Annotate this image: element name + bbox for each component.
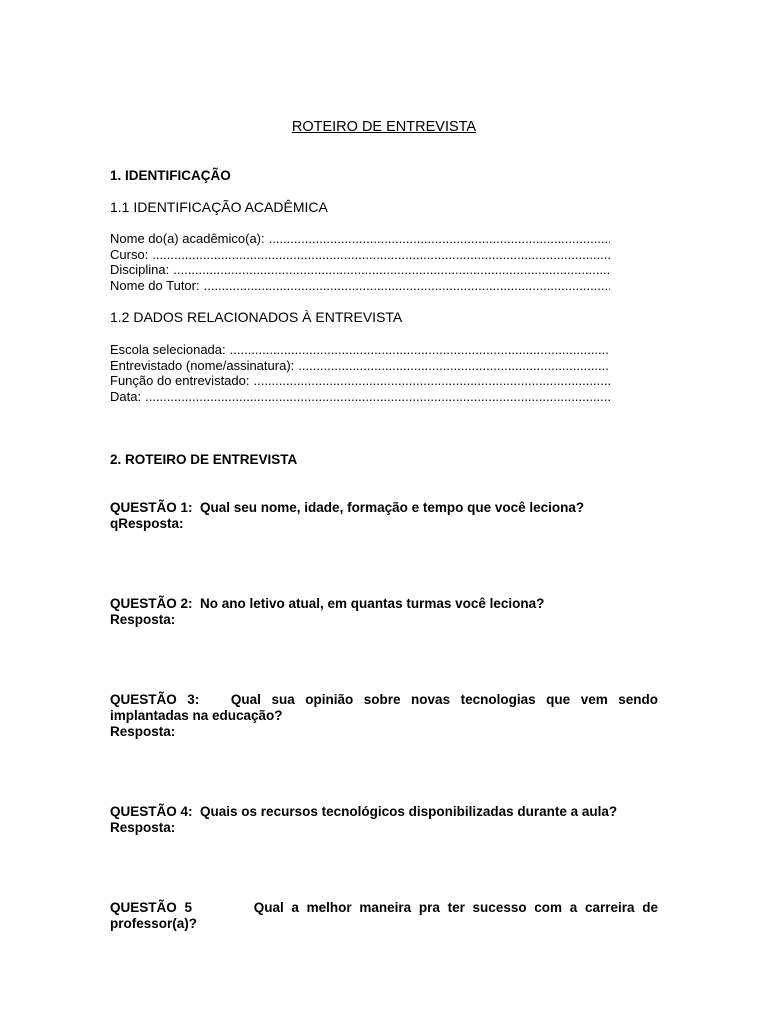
field-row-date — [110, 389, 610, 405]
field-row-course — [110, 247, 610, 263]
question-body: Qual sua opinião sobre novas tecnologias que vem sendo implantadas na educação? — [110, 692, 658, 723]
field-label: Curso: — [110, 246, 149, 262]
section-1-1-heading: 1.1 IDENTIFICAÇÃO ACADÊMICA — [110, 199, 328, 215]
field-label: Entrevistado (nome/assinatura): — [110, 357, 295, 373]
question-body: Quais os recursos tecnológicos disponibilizadas durante a aula? — [200, 804, 618, 819]
question-text — [110, 692, 658, 724]
fill-in-dots — [200, 278, 610, 294]
field-label: Nome do Tutor: — [110, 277, 200, 293]
section-1-heading: 1. IDENTIFICAÇÃO — [110, 168, 231, 183]
fill-in-dots — [265, 231, 610, 247]
field-row-interviewee — [110, 358, 610, 374]
field-row-discipline — [110, 262, 610, 278]
fill-in-dots — [148, 247, 610, 263]
question-label: QUESTÃO 1: — [110, 500, 193, 515]
question-4 — [110, 804, 658, 836]
answer-label: Resposta: — [110, 820, 176, 835]
question-3 — [110, 692, 658, 740]
question-body: No ano letivo atual, em quantas turmas você leciona? — [200, 596, 545, 611]
answer-label: qResposta: — [110, 516, 184, 531]
question-text — [110, 500, 658, 516]
document-page — [110, 0, 658, 1024]
field-row-academic-name — [110, 231, 610, 247]
answer-label: Resposta: — [110, 724, 176, 739]
question-text — [110, 804, 658, 820]
answer-label: Resposta: — [110, 612, 176, 627]
field-row-school — [110, 342, 610, 358]
field-row-tutor — [110, 278, 610, 294]
section-1-2-heading: 1.2 DADOS RELACIONADOS À ENTREVISTA — [110, 309, 403, 325]
field-label: Nome do(a) acadêmico(a): — [110, 231, 265, 246]
fill-in-dots — [169, 262, 610, 278]
field-label: Escola selecionada: — [110, 342, 226, 357]
interview-data-fields — [110, 342, 610, 404]
fill-in-dots — [141, 389, 610, 405]
question-body: Qual a melhor maneira pra ter sucesso com a carreira de professor(a)? — [110, 900, 659, 931]
field-label: Disciplina: — [110, 262, 170, 277]
fill-in-dots — [249, 373, 610, 389]
fill-in-dots — [226, 342, 610, 358]
field-row-role — [110, 373, 610, 389]
document-title: ROTEIRO DE ENTREVISTA — [291, 119, 477, 135]
section-2-heading: 2. ROTEIRO DE ENTREVISTA — [110, 452, 298, 467]
question-label: QUESTÃO 2: — [110, 596, 193, 611]
question-text — [110, 596, 658, 612]
question-body: Qual seu nome, idade, formação e tempo que você leciona? — [200, 500, 585, 515]
field-label: Data: — [110, 388, 142, 404]
fill-in-dots — [294, 358, 610, 374]
academic-identification-fields — [110, 231, 610, 293]
question-text — [110, 900, 658, 932]
question-label: QUESTÃO 4: — [110, 804, 193, 819]
field-label: Função do entrevistado: — [110, 373, 250, 388]
question-label: QUESTÃO 5 — [110, 900, 192, 915]
question-5 — [110, 900, 658, 932]
question-2 — [110, 596, 658, 628]
question-label: QUESTÃO 3: — [110, 692, 200, 707]
question-1 — [110, 500, 658, 532]
